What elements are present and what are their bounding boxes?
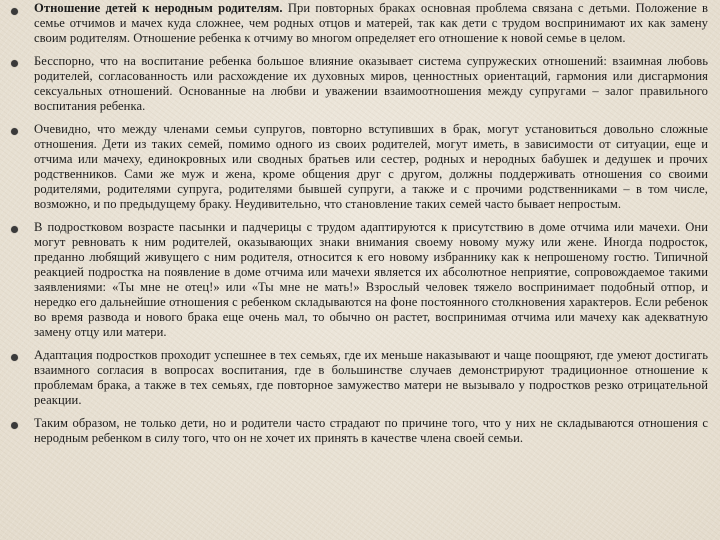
bullet-icon xyxy=(11,354,18,361)
paragraph-text: Бесспорно, что на воспитание ребенка большое влияние оказывает система супружеских отношений: взаимная любовь родителей, согласованность или расхождение их духовных миров, ценностных ориентаций, гармония или дисгармония сексуальных отношений. Основанные на любви и уважении взаимоотношения между супругами – залог правильного воспитания ребенка. xyxy=(34,54,708,113)
bullet-item-4 xyxy=(8,220,708,340)
bullet-item-3 xyxy=(8,122,708,212)
paragraph-text: Очевидно, что между членами семьи супругов, повторно вступивших в брак, могут установиться довольно сложные отношения. Дети из таких семей, помимо одного из своих родителей, могут иметь, в зависимости от ситуации, еще и отчима или мачеху, единокровных или сводных братьев или сестер, родных и неродных бабушек и дедушек и прочих родственников. Сами же муж и жена, кроме общения друг с другом, должны поддерживать отношения со своими родителями, родителями супруга, родителями бывшей супруги, а также и с прочими родственниками – в том числе, возможно, и по предыдущему браку. Неудивительно, что становление таких семей часто бывает непростым. xyxy=(34,122,708,211)
paragraph-lead: Отношение детей к неродным родителям. xyxy=(34,1,283,15)
bullet-icon xyxy=(11,60,18,67)
bullet-icon xyxy=(11,128,18,135)
bullet-icon xyxy=(11,8,18,15)
paragraph-text: Адаптация подростков проходит успешнее в тех семьях, где их меньше наказывают и чаще поощряют, где умеют достигать взаимного согласия в вопросах воспитания, где в большинстве случаев демонстрируют традиционное отношение к проблемам брака, а также в тех семьях, где повторное замужество матери не вызывало у подростков резко отрицательной реакции. xyxy=(34,348,708,407)
paragraph-text: В подростковом возрасте пасынки и падчерицы с трудом адаптируются к присутствию в доме отчима или мачехи. Они могут ревновать к ним родителей, оказывающих знаки внимания своему новому мужу или жене. Иногда подросток, преданно любящий живущего с ним родителя, относится к его новому избраннику как к непрошеному гостю. Типичной реакцией подростка на появление в доме отчима или мачехи является их абсолютное неприятие, сопровождаемое такими заявлениями: «Ты мне не отец!» или «Ты мне не мать!» Взрослый человек тяжело воспринимает подобный отпор, и нередко его дальнейшие отношения с ребенком складываются на фоне постоянного столкновения характеров. Если ребенок во время развода и нового брака еще очень мал, то обычно он растет, воспринимая отчима или мачеху как адекватную замену отцу или матери. xyxy=(34,220,708,339)
bullet-item-6 xyxy=(8,416,708,446)
bullet-list xyxy=(8,0,708,446)
bullet-item-5 xyxy=(8,348,708,408)
bullet-item-2 xyxy=(8,54,708,114)
paragraph-body: При повторных браках основная проблема связана с детьми. Положение в семье отчимов и мачех куда сложнее, чем родных отцов и матерей, так как дети с трудом воспринимают их как замену своим родителям. Отношение ребенка к отчиму во многом определяет его отношение к новой семье в целом. xyxy=(34,1,708,45)
bullet-icon xyxy=(11,226,18,233)
bullet-icon xyxy=(11,422,18,429)
paragraph-text: Таким образом, не только дети, но и родители часто страдают по причине того, что у них не складываются отношения с неродным ребенком в силу того, что он не хочет их принять в качестве члена своей семьи. xyxy=(34,416,708,445)
paragraph-text xyxy=(34,1,708,46)
bullet-item-1 xyxy=(8,1,708,46)
